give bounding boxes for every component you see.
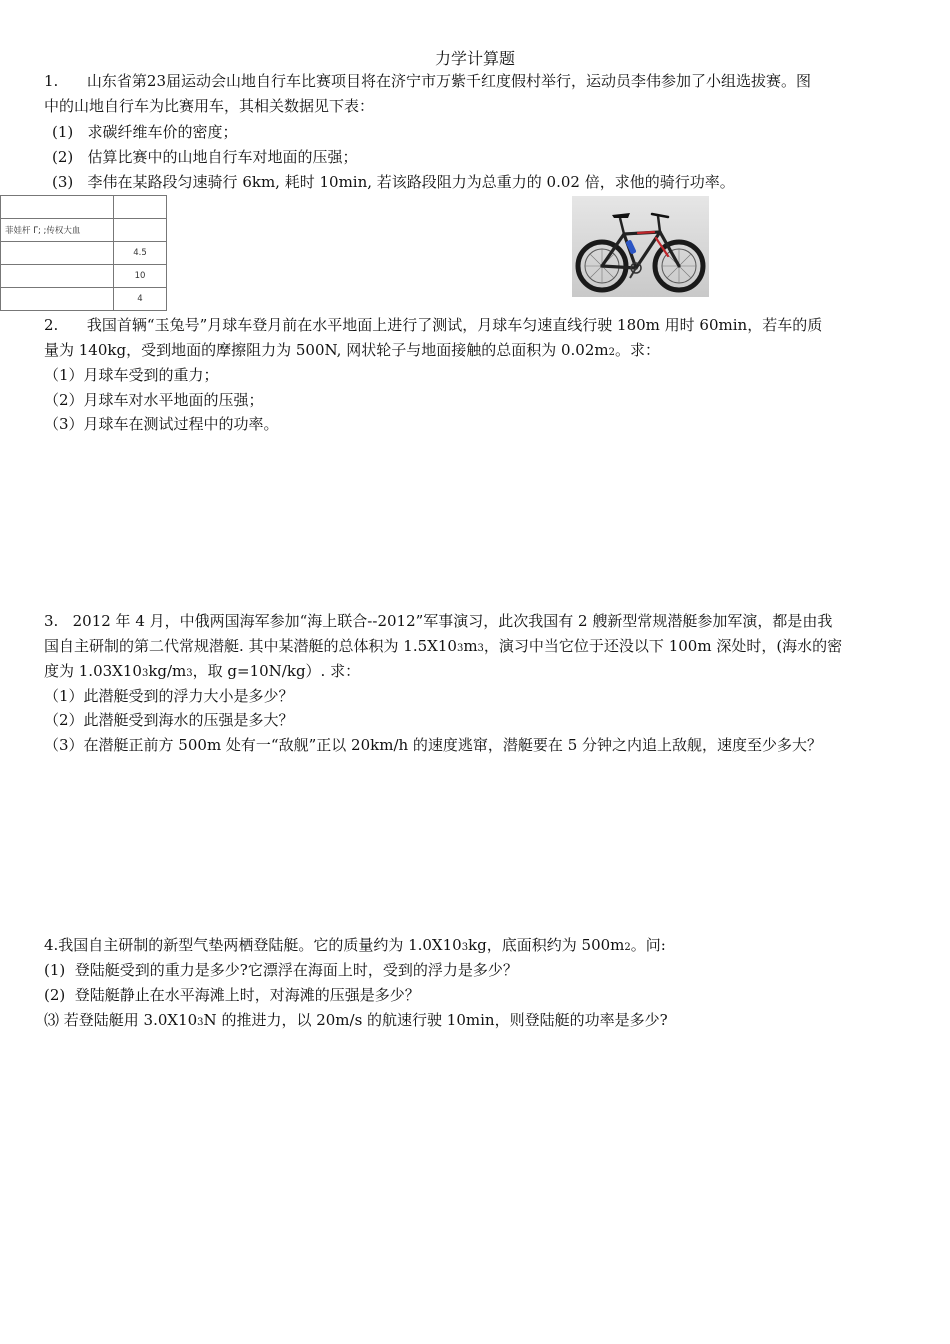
table-cell: 10 (114, 265, 167, 288)
q3-stem-line3 (44, 661, 360, 684)
q3-text: m (463, 637, 478, 655)
q3-subscript: 3 (141, 668, 149, 679)
mountain-bike-photo (572, 196, 709, 297)
q2-subscript: 2 (608, 347, 615, 358)
q3-subscript: 3 (477, 643, 484, 654)
q3-stem-line1: 3. 2012 年 4 月，中俄两国海军参加“海上联合--2012”军事演习，此次我国有 2 艘新型常规潜艇参加军演，都是由我 (44, 612, 833, 630)
q4-text: N 的推进力，以 20m/s 的航速行驶 10min，则登陆艇的功率是多少? (203, 1011, 668, 1029)
q3-text: ，演习中当它位于还没以下 100m 深处时，(海水的密 (483, 637, 843, 655)
table-cell: 菲娃杆 Γ; ;传权大血 (1, 219, 114, 242)
q1-stem-line1: 1. 山东省第23届运动会山地自行车比赛项目将在济宁市万紫千红度假村举行，运动员李伟参加了小组选拔赛。图 (44, 72, 812, 90)
page-title: 力学计算题 (434, 49, 515, 68)
q4-text: 。问: (630, 936, 666, 954)
q4-text: ⑶ 若登陆艇用 3.0X10 (44, 1011, 198, 1029)
q3-text: kg/m (148, 662, 187, 680)
q4-subquestion-3 (44, 1010, 668, 1033)
q3-subquestion-2: （2）此潜艇受到海水的压强是多大？ (44, 711, 294, 729)
table-cell (1, 196, 114, 219)
q3-stem-line2 (44, 636, 842, 659)
q2-stem-line1: 2. 我国首辆“玉兔号”月球车登月前在水平地面上进行了测试，月球车匀速直线行驶 180m 用时 60min，若车的质 (44, 316, 823, 334)
q3-text: ，取 g=10N/kg）. 求： (192, 662, 361, 680)
q4-subscript: 3 (197, 1017, 204, 1028)
q1-subquestion-1: (1) 求碳纤维车价的密度； (52, 123, 238, 141)
q1-stem-line2: 中的山地自行车为比赛用车，其相关数据见下表： (44, 97, 375, 115)
table-cell (1, 242, 114, 265)
q2-text: 。求： (614, 341, 660, 359)
q3-subquestion-1: （1）此潜艇受到的浮力大小是多少？ (44, 687, 294, 705)
q4-stem-line1 (44, 935, 666, 958)
q4-subscript: 2 (624, 942, 631, 953)
q3-subscript: 3 (186, 668, 193, 679)
q2-stem-line2 (44, 340, 660, 363)
q2-subquestion-1: （1）月球车受到的重力； (44, 366, 219, 384)
q3-text: 国自主研制的第二代常规潜艇. 其中某潜艇的总体积为 1.5X10 (44, 637, 457, 655)
table-cell (114, 219, 167, 242)
q1-subquestion-2: (2) 估算比赛中的山地自行车对地面的压强； (52, 148, 358, 166)
table-cell (1, 288, 114, 311)
q4-subquestion-1: (1) 登陆艇受到的重力是多少?它漂浮在海面上时，受到的浮力是多少？ (44, 961, 518, 979)
q3-subscript: 3 (456, 643, 464, 654)
q1-subquestion-3: (3) 李伟在某路段匀速骑行 6km, 耗时 10min, 若该路段阻力为总重力的 0.02 倍，求他的骑行功率。 (52, 173, 735, 191)
q3-text: 度为 1.03X10 (44, 662, 142, 680)
q4-text: kg，底面积约为 500m (468, 936, 625, 954)
q4-subquestion-2: (2) 登陆艇静止在水平海滩上时，对海滩的压强是多少？ (44, 986, 420, 1004)
table-row (1, 196, 167, 219)
table-row (1, 265, 167, 288)
table-cell: 4 (114, 288, 167, 311)
q4-subscript: 3 (461, 942, 469, 953)
table-row (1, 219, 167, 242)
q2-subquestion-3: （3）月球车在测试过程中的功率。 (44, 415, 279, 433)
q3-subquestion-3: （3）在潜艇正前方 500m 处有一“敌舰”正以 20km/h 的速度逃窜，潜艇要在 5 分钟之内追上敌舰，速度至少多大？ (44, 736, 823, 754)
table-cell (114, 196, 167, 219)
table-cell (1, 265, 114, 288)
q2-subquestion-2: （2）月球车对水平地面的压强； (44, 391, 264, 409)
bike-data-table (0, 195, 167, 311)
table-cell: 4.5 (114, 242, 167, 265)
table-row (1, 242, 167, 265)
table-row (1, 288, 167, 311)
q2-text: 量为 140kg，受到地面的摩擦阻力为 500N, 网状轮子与地面接触的总面积为 0.02m (44, 341, 609, 359)
q4-text: 4.我国自主研制的新型气垫两栖登陆艇。它的质量约为 1.0X10 (44, 936, 462, 954)
